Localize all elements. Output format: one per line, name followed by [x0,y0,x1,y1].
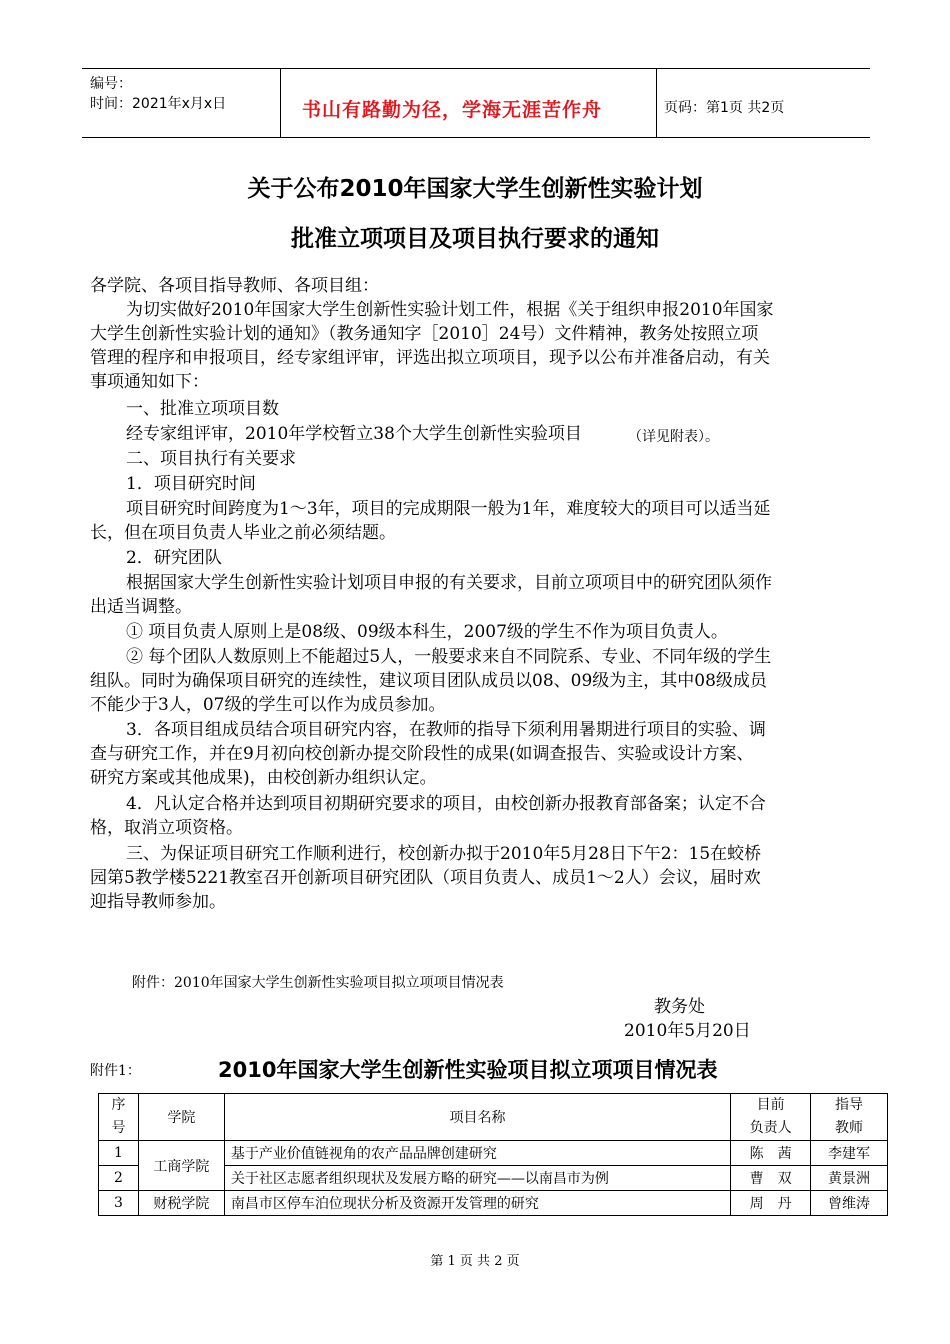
cell-advisor: 曾维涛 [811,1191,888,1216]
salutation: 各学院、各项目指导教师、各项目组： [90,276,379,296]
col-header-no [99,1094,139,1141]
document-number: 编号： [90,76,132,92]
sub-heading: 2．研究团队 [126,548,222,568]
body-line: 研究方案或其他成果)，由校创新办组织认定。 [90,768,437,788]
attachment-title: 2010年国家大学生创新性实验项目拟立项项目情况表 [218,1058,718,1082]
table-row [99,1141,888,1166]
body-line: 为切实做好2010年国家大学生创新性实验计划工件，根据《关于组织申报2010年国家 [126,300,774,320]
cell-college: 工商学院 [138,1141,224,1191]
attachment-note: 附件：2010年国家大学生创新性实验项目拟立项项目情况表 [132,975,504,991]
body-line: 大学生创新性实验计划的通知》（教务通知字［2010］24号）文件精神，教务处按照立项 [90,324,759,344]
col-header-text: 教师 [835,1120,864,1136]
body-line: 长，但在项目负责人毕业之前必须结题。 [90,523,396,543]
cell-no: 2 [99,1166,139,1191]
header-motto-cell [280,69,657,137]
col-header-text: 目前 [756,1097,785,1113]
signature-office: 教务处 [654,997,705,1017]
cell-leader: 陈 茜 [731,1141,811,1166]
body-line: 格，取消立项资格。 [90,818,243,838]
page-info: 页码：第1页 共2页 [664,100,785,116]
cell-advisor: 李建军 [811,1141,888,1166]
cell-project: 关于社区志愿者组织现状及发展方略的研究——以南昌市为例 [224,1166,730,1191]
body-line: 管理的程序和申报项目，经专家组评审，评选出拟立项项目，现予以公布并准备启动，有关 [90,348,770,368]
cell-no: 3 [99,1191,139,1216]
header-meta [82,69,281,137]
sub-heading: 1．项目研究时间 [126,474,256,494]
section-heading: 二、项目执行有关要求 [126,449,296,469]
body-line: 不能少于3人，07级的学生可以作为成员参加。 [90,695,446,715]
body-line: 经专家组评审，2010年学校暂立38个大学生创新性实验项目 [126,424,582,444]
body-line: 项目研究时间跨度为1～3年，项目的完成期限一般为1年，难度较大的项目可以适当延 [126,499,771,519]
project-table [98,1093,888,1216]
col-header-advisor [811,1094,888,1141]
col-header-project: 项目名称 [224,1094,730,1141]
cell-no: 1 [99,1141,139,1166]
signature-date: 2010年5月20日 [624,1021,751,1041]
doc-title-line1: 关于公布2010年国家大学生创新性实验计划 [247,176,703,202]
body-line: ② 每个团队人数原则上不能超过5人，一般要求来自不同院系、专业、不同年级的学生 [126,647,772,667]
col-header-leader [731,1094,811,1141]
col-header-college: 学院 [138,1094,224,1141]
cell-project: 南昌市区停车泊位现状分析及资源开发管理的研究 [224,1191,730,1216]
col-header-text: 负责人 [749,1120,792,1136]
body-line: ① 项目负责人原则上是08级、09级本科生，2007级的学生不作为项目负责人。 [126,622,728,642]
doc-title-line2: 批准立项项目及项目执行要求的通知 [291,226,659,252]
body-line: 根据国家大学生创新性实验计划项目申报的有关要求，目前立项项目中的研究团队须作 [126,573,772,593]
col-header-text: 号 [111,1120,126,1136]
document-date: 时间：2021年x月x日 [90,96,227,112]
detail-note: （详见附表）。 [628,429,719,445]
table-row [99,1191,888,1216]
attachment-label: 附件1： [90,1063,141,1079]
body-line: 组队。同时为确保项目研究的连续性，建议项目团队成员以08、09级为主，其中08级成员 [90,671,767,691]
page-header [82,68,870,138]
page-footer: 第 1 页 共 2 页 [430,1254,520,1269]
col-header-text: 序 [111,1097,126,1113]
section-heading: 三、为保证项目研究工作顺利进行，校创新办拟于2010年5月28日下午2：15在蛟桥 [126,844,762,864]
cell-leader: 周 丹 [731,1191,811,1216]
cell-college: 财税学院 [138,1191,224,1216]
body-line: 事项通知如下： [90,372,209,392]
body-line: 迎指导教师参加。 [90,892,226,912]
col-header-text: 指导 [835,1097,864,1113]
cell-leader: 曹 双 [731,1166,811,1191]
cell-project: 基于产业价值链视角的农产品品牌创建研究 [224,1141,730,1166]
body-line: 出适当调整。 [90,597,192,617]
table-header-row [99,1094,888,1141]
body-line: 查与研究工作，并在9月初向校创新办提交阶段性的成果(如调查报告、实验或设计方案、 [90,744,754,764]
body-line: 4．凡认定合格并达到项目初期研究要求的项目，由校创新办报教育部备案；认定不合 [126,794,766,814]
section-heading: 一、批准立项项目数 [126,399,279,419]
header-motto: 书山有路勤为径，学海无涯苦作舟 [302,99,603,121]
body-line: 园第5教学楼5221教室召开创新项目研究团队（项目负责人、成员1～2人）会议，届时欢 [90,868,761,888]
cell-advisor: 黄景洲 [811,1166,888,1191]
body-line: 3．各项目组成员结合项目研究内容，在教师的指导下须利用暑期进行项目的实验、调 [126,720,766,740]
